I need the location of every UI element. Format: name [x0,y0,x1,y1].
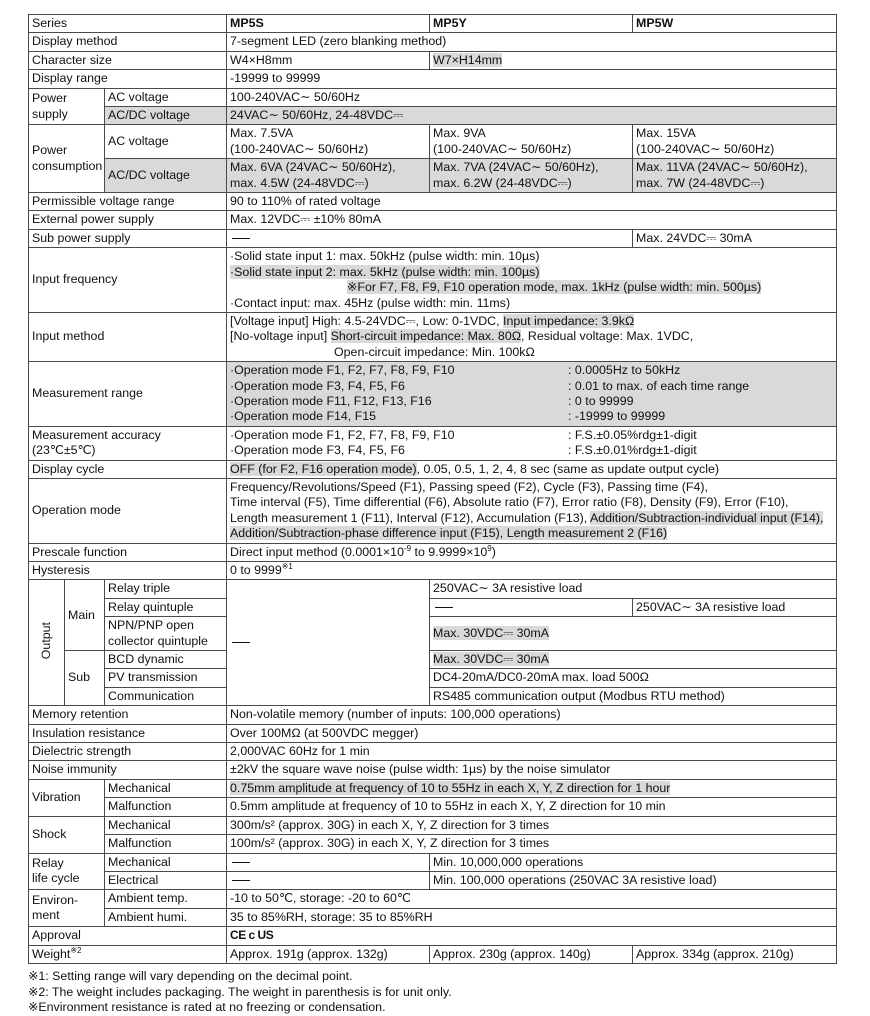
row-value: [Voltage input] High: 4.5-24VDC⎓, Low: 0-1VDC, Input impedance: 3.9kΩ [No-voltage input] Short-circuit impedance: Max. 80Ω, Residual voltage: Max. 1VDC, Open-circuit impedance: Min. 100kΩ [227,312,837,361]
table-row [29,125,837,159]
row-value: ·Solid state input 1: max. 50kHz (pulse width: min. 10µs) ·Solid state input 2: max. 5kHz (pulse width: min. 100µs) ※For F7, F8, F9, F10 operation mode, max. 1kHz (pulse width: min. 500µs) ·Contact input: max. 45Hz (pulse width: min. 11ms) [227,248,837,313]
table-row [29,229,837,247]
row-sublabel: Malfunction [105,835,227,853]
row-label: Approval [29,927,227,945]
row-label: Hysteresis [29,562,227,580]
footnote: ※2: The weight includes packaging. The weight in parenthesis is for unit only. [28,984,452,999]
output-label: Output [29,580,65,706]
table-row [29,562,837,580]
highlighted-value: Addition/Subtraction-individual input (F14), [589,510,824,525]
table-row [29,88,837,106]
row-label: Relay life cycle [29,853,105,890]
table-row [29,580,837,598]
table-row [29,871,837,889]
row-value: 7-segment LED (zero blanking method) [227,33,837,51]
table-row [29,248,837,313]
table-row [29,853,837,871]
row-sublabel: Mechanical [105,779,227,797]
header-mp5y: MP5Y [430,15,633,33]
row-value: Approx. 191g (approx. 132g) [227,945,430,963]
row-value: RS485 communication output (Modbus RTU method) [430,687,837,705]
output-sub-label: Sub [65,651,105,706]
footnote: ※Environment resistance is rated at no freezing or condensation. [28,1000,386,1015]
row-value: Min. 10,000,000 operations [430,853,837,871]
output-main-label: Main [65,580,105,651]
header-mp5s: MP5S [227,15,430,33]
table-row [29,706,837,724]
table-row [29,669,837,687]
row-label: Display method [29,33,227,51]
footnote: ※1: Setting range will vary depending on the decimal point. [28,969,353,983]
row-sublabel: PV transmission [105,669,227,687]
highlighted-value: 0.75mm amplitude at frequency of 10 to 55Hz in each X, Y, Z direction for 1 hour [230,780,671,795]
table-row [29,908,837,926]
highlighted-value: Addition/Subtraction-phase difference input (F15), Length measurement 2 (F16) [230,526,668,541]
table-header-row [29,15,837,33]
row-label: Prescale function [29,543,227,561]
row-value: 250VAC∼ 3A resistive load [633,598,837,616]
row-sublabel: Ambient temp. [105,890,227,908]
table-row [29,33,837,51]
table-row [29,193,837,211]
table-row [29,798,837,816]
row-value [430,51,837,69]
row-sublabel: AC voltage [105,88,227,106]
row-value-dash [430,598,633,616]
dash-mark [232,238,250,239]
table-row [29,945,837,963]
row-sublabel: Mechanical [105,853,227,871]
footnotes [28,969,452,1016]
row-value-dash [227,229,633,247]
row-label: Measurement range [29,362,227,427]
row-value: ·Operation mode F1, F2, F7, F8, F9, F10 : F.S.±0.05%rdg±1-digit ·Operation mode F3, F4, F5, F6 : F.S.±0.01%rdg±1-digit [227,426,837,460]
specification-table [28,14,837,964]
row-sublabel: Ambient humi. [105,908,227,926]
row-value: 0 to 9999$^{※1}$ [227,562,837,580]
row-value: Max. 7.5VA (100-240VAC∼ 50/60Hz) [227,125,430,159]
row-value: -10 to 50℃, storage: -20 to 60℃ [227,890,837,908]
highlighted-value: ·Solid state input 2: max. 5kHz (pulse width: min. 100µs) [230,264,540,279]
table-row [29,426,837,460]
row-label: Display cycle [29,460,227,478]
dash-mark [232,880,250,881]
dash-mark [435,607,453,608]
row-label: Power consumption [29,125,105,193]
table-row [29,543,837,561]
row-label: Power supply [29,88,105,125]
row-value: Min. 100,000 operations (250VAC 3A resistive load) [430,871,837,889]
row-label: Input method [29,312,227,361]
row-value: 35 to 85%RH, storage: 35 to 85%RH [227,908,837,926]
row-sublabel: AC voltage [105,125,227,159]
table-row [29,835,837,853]
row-value: ±2kV the square wave noise (pulse width: 1µs) by the noise simulator [227,761,837,779]
row-sublabel: Relay quintuple [105,598,227,616]
row-label: Vibration [29,779,105,816]
row-value: Approx. 334g (approx. 210g) [633,945,837,963]
table-row [29,816,837,834]
table-row [29,761,837,779]
row-value: Non-volatile memory (number of inputs: 100,000 operations) [227,706,837,724]
row-label: Operation mode [29,478,227,543]
row-value: Direct input method ($0.0001\times 10^{-9}$ to $9.9999\times 10^9$) [227,543,837,561]
row-sublabel: AC/DC voltage [105,107,227,125]
dash-mark [232,862,250,863]
row-sublabel: Communication [105,687,227,705]
row-value: 24VAC∼ 50/60Hz, 24-48VDC⎓ [227,107,837,125]
approval-marks [227,927,837,945]
table-row [29,890,837,908]
row-sublabel: Relay triple [105,580,227,598]
table-row [29,70,837,88]
row-label: Sub power supply [29,229,227,247]
table-row [29,460,837,478]
row-label: Dielectric strength [29,743,227,761]
highlighted-value: OFF (for F2, F16 operation mode) [230,461,417,476]
table-row [29,107,837,125]
row-value: Max. 9VA (100-240VAC∼ 50/60Hz) [430,125,633,159]
row-value: Frequency/Revolutions/Speed (F1), Passing speed (F2), Cycle (F3), Passing time (F4), Time interval (F5), Time differential (F6), Absolute ratio (F7), Error ratio (F8), Density (F9), Error (F10), Length measurement 1 (F11), Interval (F12), Accumulation (F13), Addition/Subtraction-individual input (F14), Addition/Subtraction-phase difference input (F15), Length measurement 2 (F16) [227,478,837,543]
row-value: -19999 to 99999 [227,70,837,88]
row-value [227,779,837,797]
row-label: Shock [29,816,105,853]
row-value: Over 100MΩ (at 500VDC megger) [227,724,837,742]
header-mp5w: MP5W [633,15,837,33]
row-value: 90 to 110% of rated voltage [227,193,837,211]
row-value-dash [227,580,430,706]
dash-mark [232,642,250,643]
row-label: External power supply [29,211,227,229]
header-series: Series [29,15,227,33]
row-value: 2,000VAC 60Hz for 1 min [227,743,837,761]
row-label: Insulation resistance [29,724,227,742]
row-label: Input frequency [29,248,227,313]
ce-ul-certification-logo: CE c US [230,928,274,943]
table-row [29,51,837,69]
table-row [29,617,837,651]
row-value: Max. 24VDC⎓ 30mA [633,229,837,247]
table-row [29,927,837,945]
row-value: Max. 15VA (100-240VAC∼ 50/60Hz) [633,125,837,159]
highlighted-value: Max. 30VDC⎓ 30mA [433,652,549,667]
row-value: 250VAC∼ 3A resistive load [430,580,837,598]
highlighted-value: W7×H14mm [433,52,503,67]
highlighted-value: ※For F7, F8, F9, F10 operation mode, max. 1kHz (pulse width: min. 500µs) [347,280,762,295]
row-label: Noise immunity [29,761,227,779]
row-label: Character size [29,51,227,69]
table-row [29,598,837,616]
table-row [29,779,837,797]
row-label: Weight$^{※2}$ [29,945,227,963]
table-row [29,478,837,543]
row-value: 0.5mm amplitude at frequency of 10 to 55Hz in each X, Y, Z direction for 10 min [227,798,837,816]
table-row [29,743,837,761]
row-value: DC4-20mA/DC0-20mA max. load 500Ω [430,669,837,687]
row-value: Max. 11VA (24VAC∼ 50/60Hz), max. 7W (24-48VDC⎓) [633,159,837,193]
row-label: Environ- ment [29,890,105,927]
row-value: 100m/s² (approx. 30G) in each X, Y, Z direction for 3 times [227,835,837,853]
row-value: ·Operation mode F1, F2, F7, F8, F9, F10 : 0.0005Hz to 50kHz ·Operation mode F3, F4, F5, F6 : 0.01 to max. of each time range ·Operation mode F11, F12, F13, F16 : 0 to 99999 ·Operation mode F14, F15 : -19999 to 99999 [227,362,837,427]
row-value [430,617,837,651]
row-label: Permissible voltage range [29,193,227,211]
table-row [29,724,837,742]
table-row [29,211,837,229]
specification-sheet [28,14,836,964]
table-row [29,687,837,705]
row-label: Memory retention [29,706,227,724]
row-value: 300m/s² (approx. 30G) in each X, Y, Z direction for 3 times [227,816,837,834]
row-sublabel: Mechanical [105,816,227,834]
highlighted-value: Short-circuit impedance: Max. 80Ω [330,329,521,344]
row-sublabel: NPN/PNP open collector quintuple [105,617,227,651]
table-row [29,651,837,669]
row-sublabel: BCD dynamic [105,651,227,669]
row-sublabel: AC/DC voltage [105,159,227,193]
row-value-dash [227,871,430,889]
row-value-dash [227,853,430,871]
row-sublabel: Malfunction [105,798,227,816]
highlighted-value: Input impedance: 3.9kΩ [503,313,635,328]
table-row [29,312,837,361]
row-value: OFF (for F2, F16 operation mode), 0.05, 0.5, 1, 2, 4, 8 sec (same as update output cycle) [227,460,837,478]
table-row [29,159,837,193]
row-sublabel: Electrical [105,871,227,889]
row-label: Display range [29,70,227,88]
row-label: Measurement accuracy (23℃±5℃) [29,426,227,460]
row-value: Max. 6VA (24VAC∼ 50/60Hz), max. 4.5W (24-48VDC⎓) [227,159,430,193]
row-value: 100-240VAC∼ 50/60Hz [227,88,837,106]
table-row [29,362,837,427]
row-value: Max. 12VDC⎓ ±10% 80mA [227,211,837,229]
row-value: W4×H8mm [227,51,430,69]
highlighted-value: Max. 30VDC⎓ 30mA [433,625,549,640]
row-value [430,651,837,669]
row-value: Max. 7VA (24VAC∼ 50/60Hz), max. 6.2W (24-48VDC⎓) [430,159,633,193]
row-value: Approx. 230g (approx. 140g) [430,945,633,963]
